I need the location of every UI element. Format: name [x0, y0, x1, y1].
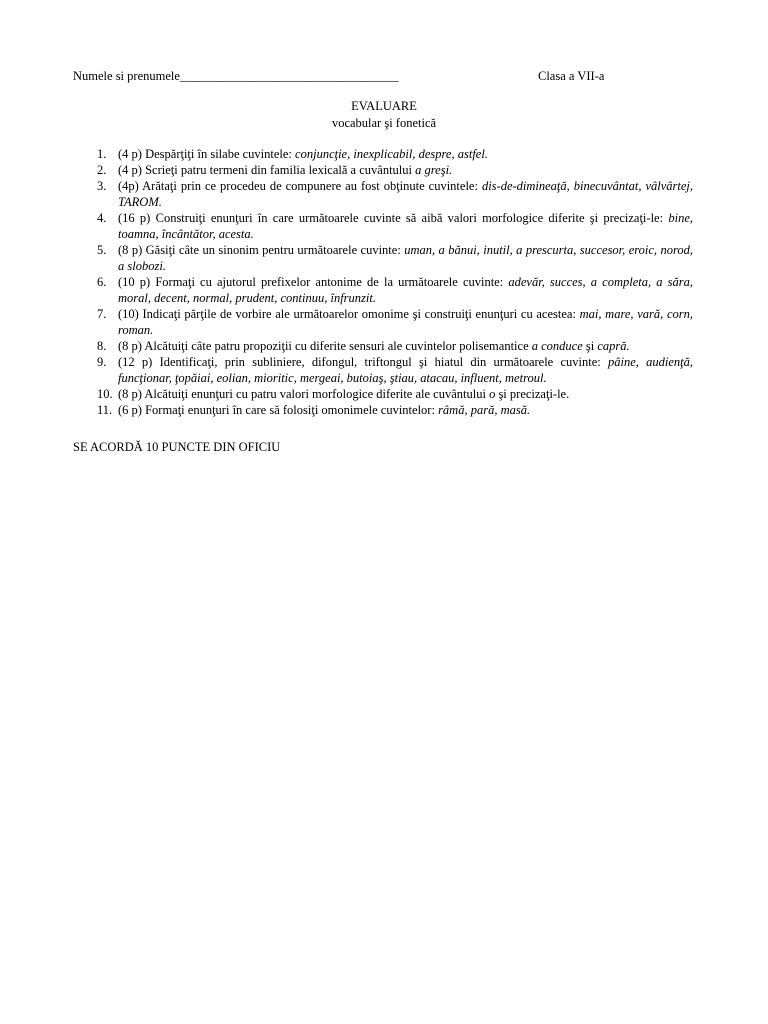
question-words: uman, a bănui, inutil, a prescurta, succesor, eroic, norod, a slobozi. [118, 243, 693, 273]
question-item [73, 146, 693, 162]
question-number: 9. [97, 355, 107, 369]
question-words: dis-de-dimineaţă, binecuvântat, vâlvârtej, TAROM. [118, 179, 693, 209]
question-number: 3. [97, 179, 107, 193]
question-item [73, 210, 693, 242]
question-text: (4 p) Despărţiţi în silabe cuvintele: [118, 147, 296, 161]
document-subtitle: vocabular şi fonetică [331, 116, 437, 130]
question-number: 6. [97, 275, 107, 289]
question-number: 8. [97, 339, 107, 353]
question-words: râmă, pară, masă. [438, 403, 531, 417]
question-number: 7. [97, 307, 107, 321]
bonus-points-note: SE ACORDĂ 10 PUNCTE DIN OFICIU [73, 440, 281, 454]
question-text: (12 p) Identificaţi, prin subliniere, difongul, triftongul şi hiatul din următoarele cuvinte: [118, 355, 608, 369]
question-words: a greşi. [415, 163, 453, 177]
question-words: adevăr, succes, a completa, a săra, moral, decent, normal, prudent, continuu, înfrunzit. [118, 275, 693, 305]
question-number: 10. [97, 387, 113, 401]
question-text-continued: şi precizaţi-le. [495, 387, 570, 401]
question-words: conjuncţie, inexplicabil, despre, astfel. [295, 147, 488, 161]
header-line [0, 68, 768, 86]
question-words: bine, toamna, încântător, acesta. [118, 211, 693, 241]
question-item [73, 354, 693, 386]
question-text: (8 p) Găsiţi câte un sinonim pentru următoarele cuvinte: [118, 243, 405, 257]
question-item [73, 402, 693, 418]
question-text: (10) Indicaţi părţile de vorbire ale următoarelor omonime şi construiţi enunţuri cu acestea: [118, 307, 580, 321]
question-words: pâine, audienţă, funcţionar, ţopăiai, eolian, mioritic, mergeai, butoiaş, ştiau, atacau, influent [118, 355, 694, 385]
question-words: mai, mare, vară, corn, roman. [118, 307, 693, 337]
question-words: o [489, 387, 496, 401]
document-title: EVALUARE [351, 99, 417, 113]
question-text: (8 p) Alcătuiţi enunţuri cu patru valori morfologice diferite ale cuvântului [118, 387, 490, 401]
question-number: 1. [97, 147, 107, 161]
question-number: 2. [97, 163, 107, 177]
document-title-block [0, 98, 768, 132]
student-name-label: Numele si prenumele___________________________________ [73, 69, 399, 83]
question-text: (8 p) Alcătuiţi câte patru propoziţii cu diferite sensuri ale cuvintelor polisemantice [118, 339, 532, 353]
question-words-continued: metroul. [505, 371, 547, 385]
question-number: 5. [97, 243, 107, 257]
question-text-continued: , [498, 371, 506, 385]
question-text: (6 p) Formaţi enunţuri în care să folosiţi omonimele cuvintelor: [118, 403, 439, 417]
question-text: (16 p) Construiţi enunţuri în care următoarele cuvinte să aibă valori morfologice diferite şi precizaţi-le: [118, 211, 669, 225]
question-item [73, 338, 693, 354]
question-number: 4. [97, 211, 107, 225]
question-item [73, 162, 693, 178]
question-text: (10 p) Formaţi cu ajutorul prefixelor antonime de la următoarele cuvinte: [118, 275, 509, 289]
question-words: a conduce [531, 339, 583, 353]
question-number: 11. [97, 403, 113, 417]
question-words-continued: capră. [597, 339, 630, 353]
question-item [73, 274, 693, 306]
question-text: (4p) Arătaţi prin ce procedeu de compunere au fost obţinute cuvintele: [118, 179, 482, 193]
question-item [73, 242, 693, 274]
question-item [73, 386, 693, 402]
question-text-continued: şi [582, 339, 598, 353]
question-item [73, 178, 693, 210]
question-text: (4 p) Scrieţi patru termeni din familia lexicală a cuvântului [118, 163, 416, 177]
class-label: Clasa a VII-a [538, 69, 605, 83]
question-item [73, 306, 693, 338]
question-list [73, 146, 693, 418]
